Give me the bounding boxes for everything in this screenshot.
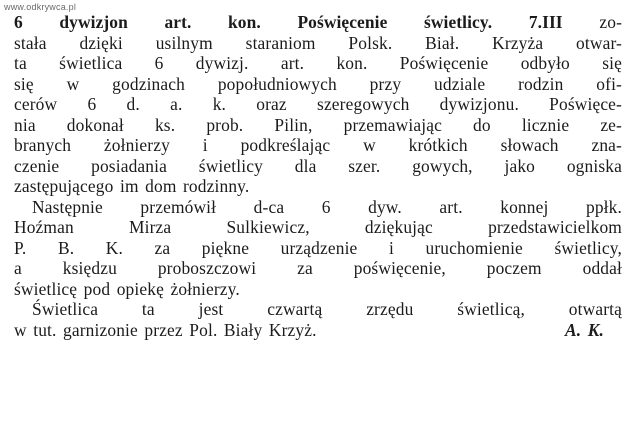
article-line-13: a księdzu proboszczowi za poświęcenie, poczem oddał <box>14 258 622 278</box>
article-line-7: branych żołnierzy i podkreślając w krótkich słowach zna- <box>14 135 622 155</box>
article-line-5: cerów 6 d. a. k. oraz szeregowych dywizjonu. Poświęce- <box>14 94 622 114</box>
newspaper-article <box>14 12 622 340</box>
article-line-16-text: w tut. garnizonie przez Pol. Biały Krzyż. <box>14 319 317 340</box>
article-line-2: stała dzięki usilnym staraniom Polsk. Biał. Krzyża otwar- <box>14 32 622 53</box>
article-line-16 <box>14 320 622 341</box>
article-heading: 6 dywizjon art. kon. Poświęcenie świetlicy. <box>14 12 493 32</box>
article-line-1 <box>14 12 622 33</box>
article-line-11: Hoźman Mirza Sulkiewicz, dziękując przedstawicielkom <box>14 217 622 237</box>
article-line-8: czenie posiadania świetlicy dla szer. gowych, jako ogniska <box>14 155 622 176</box>
article-line-6: nia dokonał ks. prob. Pilin, przemawiając do licznie ze- <box>14 114 622 135</box>
article-signature: A. K. <box>565 319 604 340</box>
article-line-9: zastępującego im dom rodzinny. <box>14 176 250 196</box>
article-line-1-rest: zo- <box>599 12 622 32</box>
article-date: 7.III <box>528 12 563 32</box>
article-line-3: ta świetlica 6 dywizj. art. kon. Poświęcenie odbyło się <box>14 53 622 73</box>
article-line-12: P. B. K. za piękne urządzenie i uruchomienie świetlicy, <box>14 237 622 258</box>
article-line-14: świetlicę pod opiekę żołnierzy. <box>14 278 240 299</box>
article-line-4: się w godzinach popołudniowych przy udziale rodzin ofi- <box>14 73 622 94</box>
article-line-10: Następnie przemówił d-ca 6 dyw. art. konnej ppłk. <box>32 196 622 217</box>
watermark: www.odkrywca.pl <box>4 2 77 12</box>
article-line-15: Świetlica ta jest czwartą zrzędu świetlicą, otwartą <box>32 299 622 319</box>
